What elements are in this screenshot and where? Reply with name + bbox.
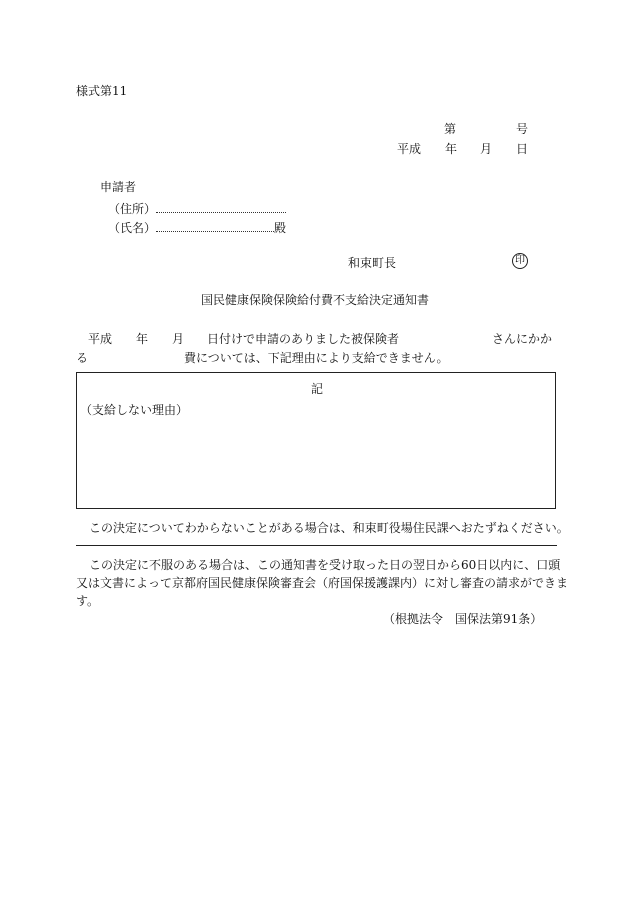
honorific: 殿 [274, 221, 287, 235]
body-era: 平成 [88, 332, 113, 346]
applicant-label: 申請者 [100, 180, 137, 194]
name-field[interactable] [156, 219, 274, 232]
address-field[interactable] [156, 200, 286, 213]
name-label: （氏名） [108, 221, 157, 235]
legal-basis: （根拠法令 国保法第91条） [383, 612, 543, 626]
separator-line [76, 545, 557, 546]
seal-mark: 印 [512, 253, 528, 269]
body-line2-start: る [76, 351, 89, 365]
form-number: 様式第11 [76, 84, 128, 98]
address-label: （住所） [108, 202, 157, 216]
address-row [108, 200, 286, 215]
body-month: 月 [172, 332, 185, 346]
appeal-line-3: す。 [76, 594, 100, 608]
note-heading: 記 [311, 382, 324, 396]
date-year: 年 [445, 142, 458, 156]
document-title: 国民健康保険保険給付費不支給決定通知書 [201, 293, 430, 307]
body-year: 年 [136, 332, 149, 346]
body-line1-text: 日付けで申請のありました被保険者 [207, 332, 400, 346]
doc-number-prefix: 第 [444, 122, 457, 136]
doc-number-suffix: 号 [516, 122, 529, 136]
date-month: 月 [480, 142, 493, 156]
name-row [108, 219, 286, 234]
date-era: 平成 [397, 142, 422, 156]
appeal-line-1: この決定に不服のある場合は、この通知書を受け取った日の翌日から60日以内に、口頭 [89, 558, 561, 572]
body-line2-text: 費については、下記理由により支給できません。 [184, 351, 449, 365]
issuer-title: 和束町長 [348, 256, 397, 270]
inquiry-text: この決定についてわからないことがある場合は、和束町役場住民課へおたずねください。 [89, 521, 569, 535]
reason-label: （支給しない理由） [80, 403, 189, 417]
body-line1-end: さんにかか [492, 332, 553, 346]
date-day: 日 [516, 142, 529, 156]
appeal-line-2: 又は文書によって京都府国民健康保険審査会（府国保援護課内）に対し審査の請求ができま [76, 576, 569, 590]
